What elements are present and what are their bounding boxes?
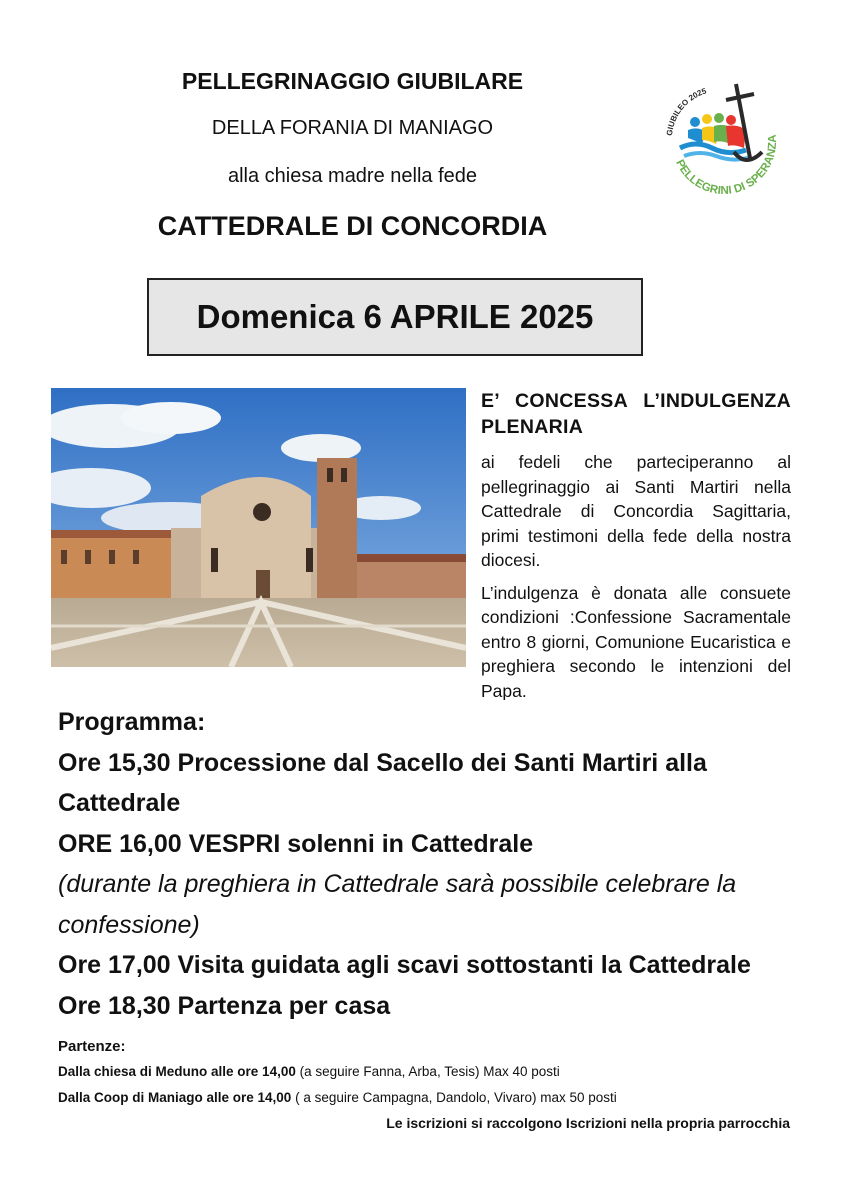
program-item-vespers: ORE 16,00 VESPRI solenni in Cattedrale [58, 829, 534, 858]
departure-meduno-time: Dalla chiesa di Meduno alle ore 14,00 [58, 1064, 296, 1079]
jubilee-logo [650, 78, 790, 208]
event-date: Domenica 6 APRILE 2025 [196, 298, 594, 335]
logo-top-text: GIUBILEO 2025 [664, 86, 708, 137]
logo-ring-text: PELLEGRINI DI SPERANZA [673, 134, 780, 198]
program-item-return: Ore 18,30 Partenza per casa [58, 991, 391, 1020]
subtitle-mother-church: alla chiesa madre nella fede [227, 165, 478, 187]
program-heading: Programma: [58, 708, 206, 736]
departure-meduno-details: (a seguire Fanna, Arba, Tesis) Max 40 posti [295, 1064, 560, 1079]
departures-heading: Partenze: [58, 1038, 126, 1055]
date-box [147, 278, 643, 356]
cathedral-photo [51, 388, 466, 667]
jubilee-logo-graphic [650, 78, 790, 208]
departure-maniago [58, 1085, 798, 1111]
departures-section [58, 1038, 798, 1111]
departure-maniago-details: ( a seguire Campagna, Dandolo, Vivaro) max 50 posti [291, 1090, 617, 1105]
title-cathedral: CATTEDRALE DI CONCORDIA [157, 211, 548, 241]
departure-maniago-time: Dalla Coop di Maniago alle ore 14,00 [58, 1090, 292, 1105]
indulgence-section [481, 388, 791, 700]
program-section [58, 702, 798, 1026]
subtitle-forania: DELLA FORANIA DI MANIAGO [211, 117, 494, 139]
program-item-confession-note: (durante la preghiera in Cattedrale sarà possibile celebrare la confessione) [58, 870, 737, 939]
program-item-procession: Ore 15,30 Processione dal Sacello dei Santi Martiri alla Cattedrale [58, 748, 707, 817]
indulgence-paragraph-2: L’indulgenza è donata alle consuete condizioni :Confessione Sacramentale entro 8 giorni, Comunione Eucaristica e preghiera secondo le intenzioni del Papa. [481, 582, 791, 700]
indulgence-title: E’ CONCESSA L’INDULGENZA PLENARIA [481, 390, 791, 438]
registration-note: Le iscrizioni si raccolgono Iscrizioni nella propria parrocchia [386, 1115, 790, 1131]
departure-meduno [58, 1059, 798, 1085]
title-pilgrimage: PELLEGRINAGGIO GIUBILARE [181, 68, 524, 94]
cathedral-photo-graphic [51, 388, 466, 667]
program-item-guided-visit: Ore 17,00 Visita guidata agli scavi sottostanti la Cattedrale [58, 951, 751, 979]
indulgence-paragraph-1: ai fedeli che parteciperanno al pellegrinaggio ai Santi Martiri nella Cattedrale di Concordia Sagittaria, primi testimoni della fede della nostra diocesi. [481, 452, 791, 570]
